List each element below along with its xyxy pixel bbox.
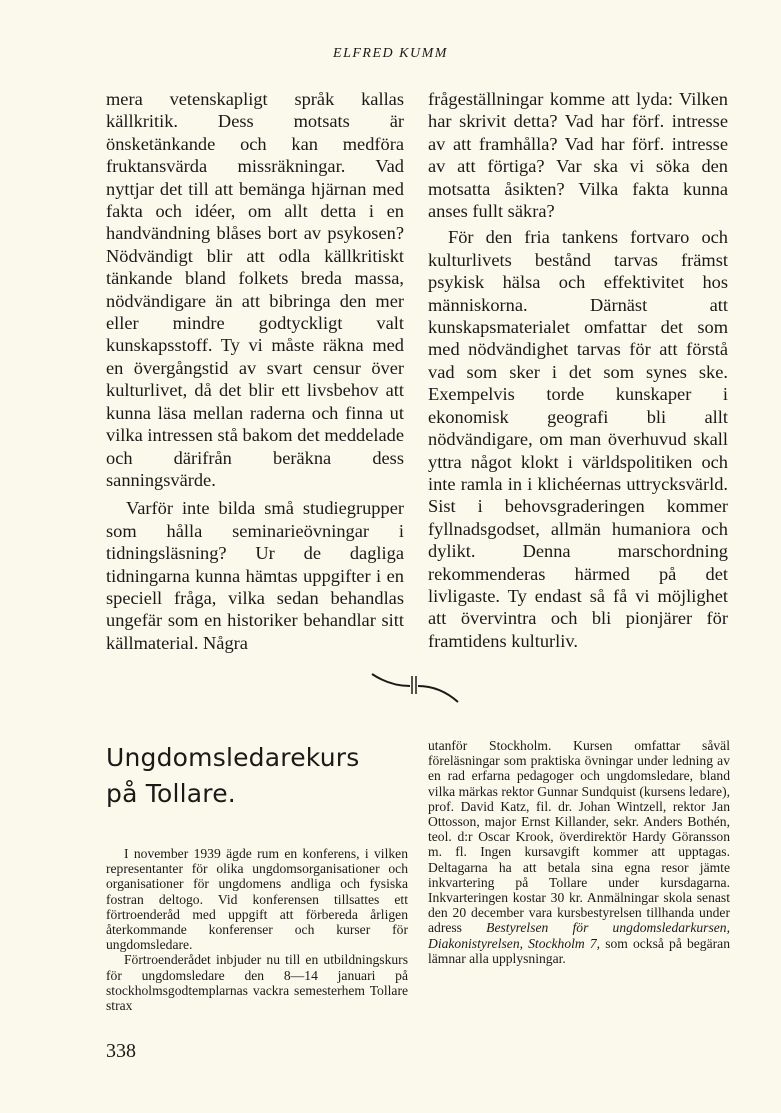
notice-paragraph: I november 1939 ägde rum en konferens, i vilken representanter för olika ungdomsorganisationer och organisationer för ungdomens andliga och fysiska fostran deltogo. Vid konferensen tillsattes ett förtroenderåd med uppgift att förbereda årligen återkommande konferenser och kurser för ungdomsledare. [106,846,408,953]
article-paragraph: frågeställningar komme att lyda: Vilken har skrivit detta? Vad har förf. intresse av att framhålla? Vad har förf. intresse av att förtiga? Var ska vi söka den motsatta åsikten? Vilka fakta kunna anses fullt säkra? [428,89,728,222]
running-header: ELFRED KUMM [333,46,448,61]
article-right-column [428,88,728,652]
notice-paragraph: Förtroenderådet inbjuder nu till en utbildningskurs för ungdomsledare den 8—14 januari på stockholmsgodtemplarnas vackra semesterhem Tollare strax [106,952,408,1014]
headline-line: på Tollare. [106,779,236,808]
headline-line: Ungdomsledarekurs [106,743,360,772]
notice-right-column [428,738,730,966]
article-paragraph: Varför inte bilda små studiegrupper som hålla seminarieövningar i tidningsläsning? Ur de dagliga tidningarna kunna hämtas uppgifter i en speciell fråga, vilka sedan behandlas ungefär som en historiker behandlar sitt källmaterial. Några [106,498,404,653]
section-divider-ornament [370,668,460,708]
page-number: 338 [106,1040,136,1062]
article-left-column [106,88,404,654]
article-paragraph: För den fria tankens fortvaro och kulturlivets bestånd tarvas främst psykisk hälsa och effektivitet hos människorna. Därnäst att kunskapsmaterialet omfattar det som med nödvändighet tarvas för att förstå vad som sker i det som synes ske. Exempelvis torde kunskaper i ekonomisk geografi bli allt nödvändigare, om man överhuvud skall yttra något klokt i världspolitiken och inte ramla in i klichéernas uttrycksvärld. Sist i behovsgraderingen kommer fyllnadsgodset, allmän humaniora och dylikt. Denna marschordning rekommenderas härmed på det livligaste. Ty endast så få vi möjlighet att övervintra och bli pionjärer för framtidens kulturliv. [428,227,728,651]
notice-paragraph [428,738,730,966]
notice-text: utanför Stockholm. Kursen omfattar såväl föreläsningar som praktiska övningar under ledning av en rad erfarna pedagoger och ungdomsledare, bland vilka märkas rektor Gunnar Sundquist (kursens ledare), prof. David Katz, fil. dr. Johan Wintzell, rektor Jan Ottosson, major Ernst Killander, sekr. Anders Bothén, teol. d:r Oscar Krook, överdirektör Hardy Göransson m. fl. Ingen kursavgift kommer att upptagas. Deltagarna ha att betala sina egna resor jämte inkvartering på Tollare under kursdagarna. Inkvarteringen kostar 30 kr. Anmälningar skola senast den 20 december vara kursbestyrelsen tillhanda under adress [428,738,730,936]
article-paragraph: mera vetenskapligt språk kallas källkritik. Dess motsats är önsketänkande och kan medföra fruktansvärda missräkningar. Vad nyttjar det till att bemänga hjärnan med fakta och idéer, om allt detta i en handvändning blåses bort av psykosen? Nödvändigt blir att odla källkritiskt tänkande bland folkets breda massa, nödvändigare än att bibringa den mer eller mindre godtyckligt valt kunskapsstoff. Ty vi måste räkna med en övergångstid av svart censur över kulturlivet, då det blir ett livsbehov att kunna läsa mellan raderna och finna ut vilka intressen stå bakom det meddelade och därifrån beräkna dess sanningsvärde. [106,89,404,490]
notice-headline [106,740,406,812]
notice-text: som också på begäran lämnar alla upplysningar. [428,935,730,966]
notice-left-column [106,846,408,1013]
notice-address: Bestyrelsen för ungdomsledarkursen, Diakonistyrelsen, Stockholm 7, [428,920,730,951]
